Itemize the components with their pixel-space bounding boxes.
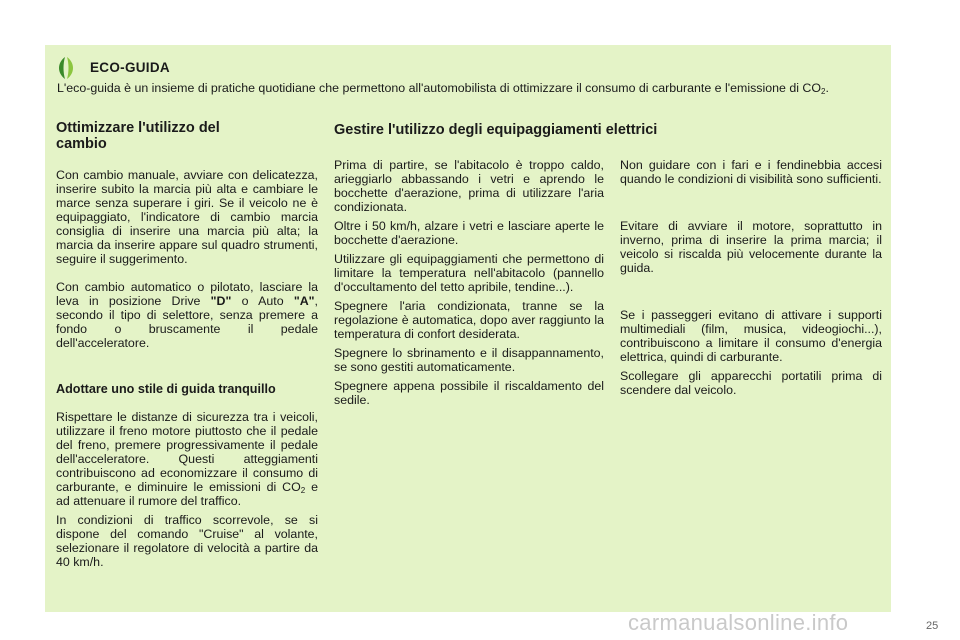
heading-driving-style: Adottare uno stile di guida tranquillo (56, 382, 276, 396)
paragraph-windows: Oltre i 50 km/h, alzare i vetri e lasciare aperte le bocchette d'aerazione. (334, 219, 604, 247)
paragraph-engine-start: Evitare di avviare il motore, soprattutto in inverno, prima di inserire la prima marcia; il veicolo si riscalda più velocemente durante la guida. (620, 219, 882, 275)
paragraph-air-conditioning: Spegnere l'aria condizionata, tranne se la regolazione è automatica, dopo aver raggiunto la temperatura di confort desiderata. (334, 299, 604, 341)
paragraph-seat-heating: Spegnere appena possibile il riscaldamento del sedile. (334, 379, 604, 407)
heading-gearbox: Ottimizzare l'utilizzo del cambio (56, 120, 220, 152)
paragraph-ventilation: Prima di partire, se l'abitacolo è troppo caldo, arieggiarlo abbassando i vetri e aprendo le bocchette d'aerazione, prima di utilizzare l'aria condizionata. (334, 158, 604, 214)
column-gearbox (56, 120, 318, 569)
page-number: 25 (926, 620, 939, 632)
paragraph-safety-distance: Rispettare le distanze di sicurezza tra i veicoli, utilizzare il freno motore piuttosto che il pedale del freno, premere progressivamente il pedale dell'acceleratore. Questi atteggiamenti contribuiscono ad economizzare il consumo di carburante, e diminuire le emissioni di $CO_2$ e ad attenuare il rumore del traffico. (56, 410, 318, 508)
paragraph-headlights: Non guidare con i fari e i fendinebbia accesi quando le condizioni di visibilità sono sufficienti. (620, 158, 882, 186)
paragraph-manual-gearbox: Con cambio manuale, avviare con delicatezza, inserire subito la marcia più alta e cambiare le marce senza superare i giri. Se il veicolo ne è equipaggiato, l'indicatore di cambio marcia consiglia di inserire una marcia più alta; la marcia da inserire appare sul quadro strumenti, seguire il suggerimento. (56, 168, 318, 266)
paragraph-automatic-gearbox: Con cambio automatico o pilotato, lasciare la leva in posizione Drive "D" o Auto "A", secondo il tipo di selettore, senza premere a fondo o bruscamente il pedale dell'acceleratore. (56, 280, 318, 350)
paragraph-defrosting: Spegnere lo sbrinamento e il disappannamento, se sono gestiti automaticamente. (334, 346, 604, 374)
heading-electrical-equipment: Gestire l'utilizzo degli equipaggiamenti elettrici (334, 122, 658, 138)
paragraph-portable-devices: Scollegare gli apparecchi portatili prima di scendere dal veicolo. (620, 369, 882, 397)
paragraph-multimedia: Se i passeggeri evitano di attivare i supporti multimediali (film, musica, videogiochi...), contribuiscono a limitare il consumo d'energia elettrica, quindi di carburante. (620, 308, 882, 364)
paragraph-cruise-control: In condizioni di traffico scorrevole, se si dispone del comando "Cruise" al volante, selezionare il regolatore di velocità a partire da 40 km/h. (56, 513, 318, 569)
eco-leaf-icon (52, 54, 80, 82)
watermark: carmanualsonline.info (628, 610, 849, 635)
column-electrical-equipment (334, 122, 658, 407)
paragraph-temperature: Utilizzare gli equipaggiamenti che permettono di limitare la temperatura nell'abitacolo (pannello d'occultamento del tetto apribile, tendine...). (334, 252, 604, 294)
page-title: ECO-GUIDA (90, 60, 170, 75)
intro-paragraph: L'eco-guida è un insieme di pratiche quotidiane che permettono all'automobilista di ottimizzare il consumo di carburante e l'emissione di $CO_2$. (57, 81, 829, 96)
column-tips (620, 158, 882, 397)
